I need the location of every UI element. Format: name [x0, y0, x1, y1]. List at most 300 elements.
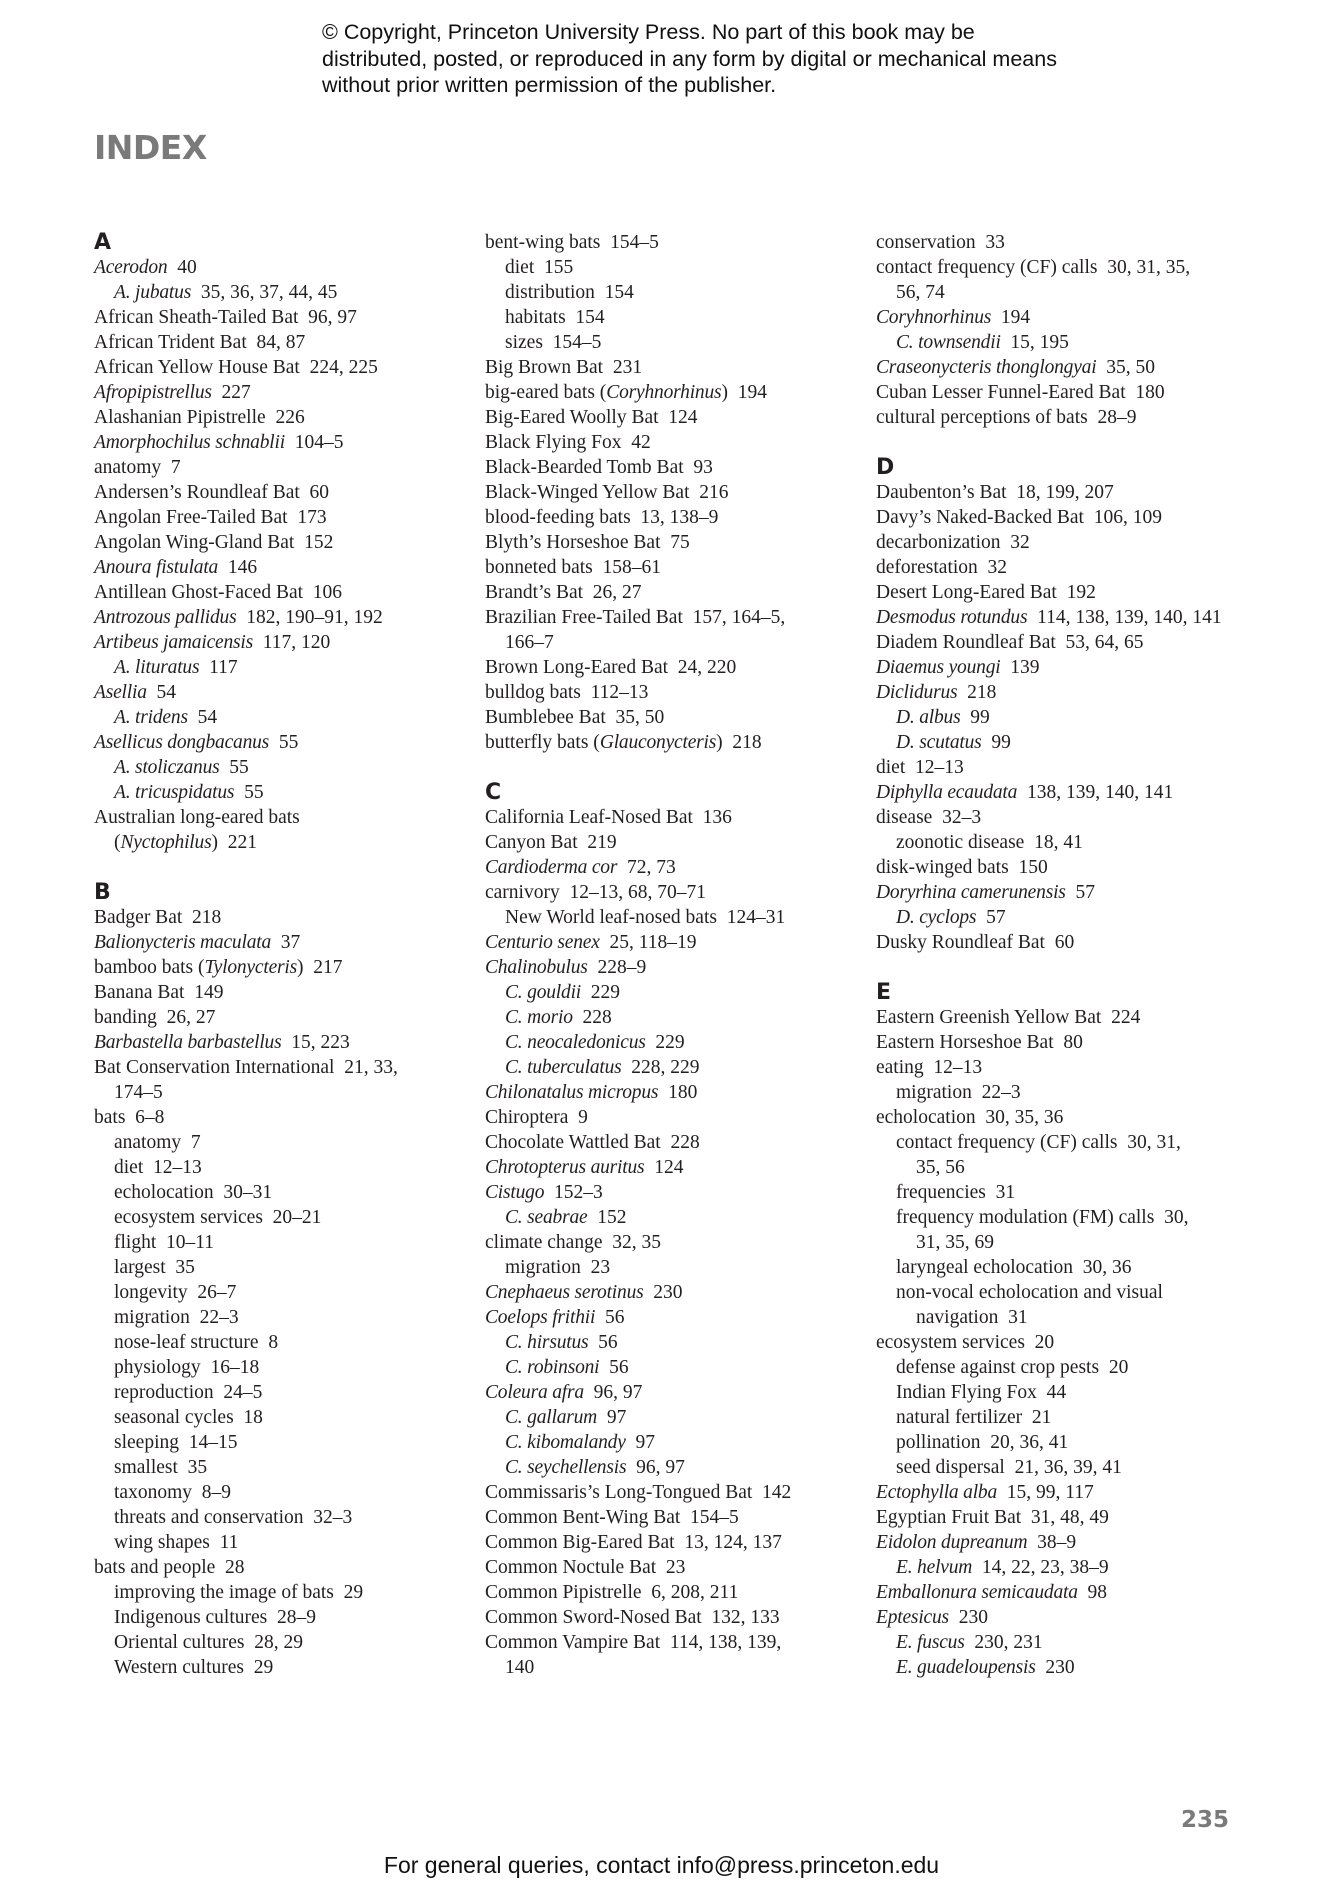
entry-term: 140 [505, 1657, 535, 1678]
entry-scientific-name: A. jubatus [114, 282, 192, 303]
entry-term: improving the image of bats [114, 1582, 334, 1603]
entry-pages: 14–15 [188, 1432, 238, 1453]
index-subentry [876, 905, 1231, 930]
entry-scientific-name: Eidolon dupreanum [876, 1532, 1028, 1553]
index-entry [876, 380, 1231, 405]
entry-term: Black-Winged Yellow Bat [485, 482, 690, 503]
entry-term: sizes [505, 332, 543, 353]
entry-term: Oriental cultures [114, 1632, 245, 1653]
entry-scientific-name: Tylonycteris [204, 957, 298, 978]
index-entry [876, 1505, 1231, 1530]
entry-term: African Sheath-Tailed Bat [94, 307, 299, 328]
entry-term: African Trident Bat [94, 332, 247, 353]
entry-term: Banana Bat [94, 982, 185, 1003]
index-subentry [876, 1155, 1231, 1180]
entry-pages: 8–9 [201, 1482, 231, 1503]
entry-term: echolocation [876, 1107, 976, 1128]
entry-pages: 96, 97 [636, 1457, 685, 1478]
section-letter: B [94, 880, 111, 905]
entry-term: sleeping [114, 1432, 179, 1453]
entry-pages: 31, 48, 49 [1030, 1507, 1109, 1528]
entry-scientific-name: A. tricuspidatus [114, 782, 235, 803]
entry-scientific-name: Anoura fistulata [94, 557, 219, 578]
entry-term: 56, 74 [896, 282, 945, 303]
entry-scientific-name: Eptesicus [876, 1607, 949, 1628]
section-letter: C [485, 780, 502, 805]
entry-scientific-name: Acerodon [94, 257, 168, 278]
entry-term: Chiroptera [485, 1107, 569, 1128]
entry-term: seasonal cycles [114, 1407, 234, 1428]
entry-pages: 60 [1054, 932, 1075, 953]
entry-pages: 216 [699, 482, 729, 503]
entry-term: Commissaris’s Long-Tongued Bat [485, 1482, 753, 1503]
entry-term: Big-Eared Woolly Bat [485, 407, 659, 428]
entry-pages: 42 [631, 432, 651, 453]
entry-scientific-name: A. tridens [114, 707, 188, 728]
index-entry [485, 480, 840, 505]
index-subentry [485, 1655, 840, 1680]
index-entry [876, 755, 1231, 780]
index-entry [94, 1030, 449, 1055]
index-entry [876, 1055, 1231, 1080]
entry-term: Chocolate Wattled Bat [485, 1132, 661, 1153]
entry-pages: 221 [227, 832, 257, 853]
entry-scientific-name: C. gallarum [505, 1407, 598, 1428]
entry-pages: 224, 225 [309, 357, 378, 378]
entry-term: diet [505, 257, 535, 278]
entry-pages: 136 [702, 807, 732, 828]
entry-term: Common Big-Eared Bat [485, 1532, 675, 1553]
index-entry [485, 855, 840, 880]
entry-pages: 114, 138, 139, [669, 1632, 782, 1653]
entry-term: decarbonization [876, 532, 1001, 553]
index-entry [94, 1105, 449, 1130]
entry-term: Common Vampire Bat [485, 1632, 661, 1653]
index-entry [485, 805, 840, 830]
entry-term: ecosystem services [876, 1332, 1025, 1353]
copyright-notice: © Copyright, Princeton University Press. No part of this book may be distributed, posted, or reproduced in any form by digital or mechanical means without prior written permission of the publisher. [322, 20, 1057, 97]
entry-pages: 18, 41 [1034, 832, 1083, 853]
entry-pages: 117 [209, 657, 238, 678]
index-entry [876, 805, 1231, 830]
entry-term: diet [114, 1157, 144, 1178]
entry-scientific-name: E. fuscus [896, 1632, 965, 1653]
index-subentry [94, 1480, 449, 1505]
entry-term: defense against crop pests [896, 1357, 1100, 1378]
entry-scientific-name: C. seabrae [505, 1207, 588, 1228]
entry-pages: 96, 97 [593, 1382, 643, 1403]
entry-pages: 16–18 [210, 1357, 260, 1378]
index-entry [876, 355, 1231, 380]
entry-term: Desert Long-Eared Bat [876, 582, 1057, 603]
entry-pages: 53, 64, 65 [1065, 632, 1144, 653]
entry-pages: 28 [225, 1557, 245, 1578]
entry-term: Bumblebee Bat [485, 707, 606, 728]
entry-scientific-name: Chilonatalus micropus [485, 1082, 659, 1103]
entry-term: Western cultures [114, 1657, 245, 1678]
index-entry [94, 630, 449, 655]
index-subentry [485, 1205, 840, 1230]
entry-scientific-name: A. stoliczanus [114, 757, 220, 778]
entry-pages: 154–5 [610, 232, 659, 253]
index-entry [94, 1555, 449, 1580]
entry-scientific-name: Doryrhina camerunensis [876, 882, 1066, 903]
entry-scientific-name: Desmodus rotundus [876, 607, 1028, 628]
entry-pages: 149 [194, 982, 224, 1003]
index-entry [485, 405, 840, 430]
entry-pages: 31 [1008, 1307, 1028, 1328]
index-entry [485, 730, 840, 755]
entry-pages: 9 [578, 1107, 588, 1128]
index-entry [485, 230, 840, 255]
index-subentry [94, 1455, 449, 1480]
entry-term: wing shapes [114, 1532, 210, 1553]
entry-scientific-name: C. townsendii [896, 332, 1001, 353]
entry-term: cultural perceptions of bats [876, 407, 1088, 428]
entry-pages: 12–13, 68, 70–71 [569, 882, 706, 903]
index-entry [485, 1580, 840, 1605]
entry-pages: 104–5 [294, 432, 344, 453]
index-entry [94, 505, 449, 530]
index-subentry [876, 330, 1231, 355]
index-entry [876, 1330, 1231, 1355]
entry-pages: 218 [732, 732, 762, 753]
index-entry [876, 405, 1231, 430]
entry-term: Common Noctule Bat [485, 1557, 657, 1578]
entry-term: longevity [114, 1282, 188, 1303]
entry-term: 35, 56 [916, 1157, 965, 1178]
index-entry [94, 455, 449, 480]
entry-scientific-name: E. helvum [896, 1557, 973, 1578]
index-entry [485, 1080, 840, 1105]
index-column-2 [485, 230, 840, 1680]
index-entry [94, 405, 449, 430]
entry-term: climate change [485, 1232, 603, 1253]
entry-pages: 29 [343, 1582, 364, 1603]
index-entry [876, 655, 1231, 680]
entry-pages: 55 [278, 732, 299, 753]
entry-pages: 15, 223 [291, 1032, 350, 1053]
entry-term: New World leaf-nosed bats [505, 907, 717, 928]
index-entry [485, 705, 840, 730]
entry-scientific-name: E. guadeloupensis [896, 1657, 1036, 1678]
entry-scientific-name: Centurio senex [485, 932, 600, 953]
entry-pages: 228 [582, 1007, 612, 1028]
entry-term: ( [114, 832, 121, 853]
entry-pages: 154 [604, 282, 634, 303]
index-subentry [876, 1080, 1231, 1105]
section-letter: D [876, 455, 895, 480]
index-entry [485, 680, 840, 705]
entry-term: Angolan Free-Tailed Bat [94, 507, 288, 528]
index-entry [94, 355, 449, 380]
entry-term-suffix: ) [297, 957, 304, 978]
entry-term: carnivory [485, 882, 560, 903]
entry-pages: 117, 120 [262, 632, 331, 653]
entry-pages: 32 [1010, 532, 1030, 553]
index-subentry [485, 1255, 840, 1280]
entry-scientific-name: C. hirsutus [505, 1332, 589, 1353]
index-subentry [876, 1255, 1231, 1280]
index-subentry [94, 1305, 449, 1330]
entry-pages: 192 [1066, 582, 1096, 603]
index-entry [94, 955, 449, 980]
entry-term: diet [876, 757, 906, 778]
index-subentry [94, 655, 449, 680]
entry-term: Black Flying Fox [485, 432, 622, 453]
entry-scientific-name: C. gouldii [505, 982, 582, 1003]
index-entry [876, 930, 1231, 955]
index-subentry [876, 1655, 1231, 1680]
index-entry [485, 930, 840, 955]
index-entry [876, 1605, 1231, 1630]
entry-term: navigation [916, 1307, 999, 1328]
index-subentry [876, 830, 1231, 855]
entry-pages: 226 [275, 407, 305, 428]
entry-term: migration [505, 1257, 581, 1278]
entry-term: nose-leaf structure [114, 1332, 259, 1353]
index-entry [485, 455, 840, 480]
entry-pages: 99 [991, 732, 1011, 753]
entry-pages: 32, 35 [612, 1232, 661, 1253]
entry-term: anatomy [114, 1132, 182, 1153]
entry-term: Cuban Lesser Funnel-Eared Bat [876, 382, 1126, 403]
entry-pages: 227 [221, 382, 251, 403]
entry-pages: 230 [1045, 1657, 1075, 1678]
entry-pages: 35, 50 [1106, 357, 1155, 378]
entry-pages: 33 [985, 232, 1005, 253]
entry-term: Andersen’s Roundleaf Bat [94, 482, 300, 503]
index-entry [94, 1055, 449, 1080]
entry-term: ecosystem services [114, 1207, 263, 1228]
index-subentry [94, 1505, 449, 1530]
index-subentry [876, 1380, 1231, 1405]
entry-pages: 14, 22, 23, 38–9 [981, 1557, 1109, 1578]
index-subentry [94, 1580, 449, 1605]
entry-scientific-name: Antrozous pallidus [94, 607, 237, 628]
index-entry [485, 380, 840, 405]
entry-term: flight [114, 1232, 157, 1253]
entry-pages: 13, 138–9 [640, 507, 719, 528]
index-entry [876, 480, 1231, 505]
entry-scientific-name: C. kibomalandy [505, 1432, 626, 1453]
entry-term-suffix: ) [721, 382, 728, 403]
entry-term: bulldog bats [485, 682, 581, 703]
entry-pages: 106 [312, 582, 343, 603]
entry-scientific-name: A. lituratus [114, 657, 200, 678]
index-entry [876, 1580, 1231, 1605]
entry-term: bamboo bats ( [94, 957, 205, 978]
entry-pages: 124–31 [726, 907, 786, 928]
index-entry [876, 1005, 1231, 1030]
index-entry [485, 1555, 840, 1580]
entry-term: reproduction [114, 1382, 214, 1403]
entry-term: Common Sword-Nosed Bat [485, 1607, 702, 1628]
entry-pages: 84, 87 [256, 332, 306, 353]
entry-term: smallest [114, 1457, 178, 1478]
entry-term: African Yellow House Bat [94, 357, 300, 378]
page-number: 235 [1180, 1807, 1229, 1833]
entry-scientific-name: Barbastella barbastellus [94, 1032, 282, 1053]
index-entry [876, 780, 1231, 805]
index-subentry [94, 1080, 449, 1105]
index-entry [876, 1030, 1231, 1055]
entry-pages: 12–13 [153, 1157, 202, 1178]
entry-pages: 56 [609, 1357, 629, 1378]
index-entry [94, 480, 449, 505]
entry-pages: 55 [229, 757, 249, 778]
index-subentry [876, 1555, 1231, 1580]
index-entry [485, 505, 840, 530]
index-subentry [876, 1305, 1231, 1330]
entry-pages: 20, 36, 41 [990, 1432, 1069, 1453]
entry-pages: 230 [653, 1282, 683, 1303]
index-subentry [876, 1455, 1231, 1480]
entry-term: Davy’s Naked-Backed Bat [876, 507, 1084, 528]
index-entry [94, 380, 449, 405]
entry-pages: 6, 208, 211 [651, 1582, 739, 1603]
index-entry [876, 1530, 1231, 1555]
index-subentry [94, 1130, 449, 1155]
entry-term: Black-Bearded Tomb Bat [485, 457, 684, 478]
entry-pages: 30, 31, 35, [1107, 257, 1191, 278]
index-entry [94, 730, 449, 755]
entry-pages: 57 [986, 907, 1006, 928]
index-entry [94, 605, 449, 630]
entry-scientific-name: C. neocaledonicus [505, 1032, 646, 1053]
entry-pages: 218 [967, 682, 997, 703]
index-entry [485, 1505, 840, 1530]
entry-term: blood-feeding bats [485, 507, 631, 528]
index-entry [485, 430, 840, 455]
entry-pages: 229 [590, 982, 621, 1003]
entry-pages: 54 [156, 682, 177, 703]
index-subentry [94, 780, 449, 805]
entry-pages: 15, 99, 117 [1006, 1482, 1094, 1503]
entry-term: eating [876, 1057, 924, 1078]
entry-term: Angolan Wing-Gland Bat [94, 532, 295, 553]
entry-pages: 29 [253, 1657, 274, 1678]
entry-term: 166–7 [505, 632, 554, 653]
entry-term: contact frequency (CF) calls [876, 257, 1098, 278]
entry-pages: 30–31 [223, 1182, 273, 1203]
entry-scientific-name: C. seychellensis [505, 1457, 627, 1478]
index-subentry [94, 830, 449, 855]
entry-scientific-name: C. morio [505, 1007, 573, 1028]
entry-scientific-name: Coelops frithii [485, 1307, 596, 1328]
index-entry [94, 1005, 449, 1030]
entry-term: taxonomy [114, 1482, 192, 1503]
entry-scientific-name: Chrotopterus auritus [485, 1157, 645, 1178]
entry-pages: 146 [227, 557, 258, 578]
index-subentry [94, 1605, 449, 1630]
index-entry [94, 330, 449, 355]
entry-term: bats [94, 1107, 126, 1128]
entry-pages: 150 [1018, 857, 1048, 878]
entry-scientific-name: C. tuberculatus [505, 1057, 622, 1078]
index-subentry [876, 280, 1231, 305]
index-entry [485, 1480, 840, 1505]
entry-pages: 57 [1075, 882, 1095, 903]
index-entry [94, 555, 449, 580]
index-entry [485, 830, 840, 855]
entry-pages: 219 [587, 832, 617, 853]
entry-scientific-name: Artibeus jamaicensis [94, 632, 254, 653]
entry-pages: 154 [575, 307, 605, 328]
index-entry [876, 230, 1231, 255]
entry-scientific-name: Emballonura semicaudata [876, 1582, 1078, 1603]
index-entry [94, 255, 449, 280]
entry-term: Brazilian Free-Tailed Bat [485, 607, 683, 628]
entry-pages: 97 [606, 1407, 627, 1428]
entry-pages: 54 [197, 707, 218, 728]
entry-pages: 28–9 [1097, 407, 1137, 428]
index-subentry [876, 1180, 1231, 1205]
entry-pages: 194 [737, 382, 767, 403]
entry-pages: 38–9 [1037, 1532, 1077, 1553]
index-subentry [485, 905, 840, 930]
entry-pages: 28–9 [277, 1607, 317, 1628]
entry-scientific-name: Craseonycteris thonglongyai [876, 357, 1097, 378]
index-entry [485, 1180, 840, 1205]
index-entry [485, 1305, 840, 1330]
index-entry [876, 555, 1231, 580]
entry-pages: 80 [1063, 1032, 1083, 1053]
entry-term: disease [876, 807, 933, 828]
entry-term: Badger Bat [94, 907, 183, 928]
index-subentry [94, 755, 449, 780]
entry-pages: 228, 229 [631, 1057, 700, 1078]
entry-term: Canyon Bat [485, 832, 578, 853]
entry-pages: 97 [635, 1432, 655, 1453]
entry-term: Egyptian Fruit Bat [876, 1507, 1022, 1528]
index-subentry [94, 1355, 449, 1380]
index-entry [876, 630, 1231, 655]
entry-term: largest [114, 1257, 166, 1278]
entry-pages: 18 [243, 1407, 263, 1428]
index-subentry [94, 1655, 449, 1680]
index-subentry [485, 1455, 840, 1480]
entry-pages: 139 [1010, 657, 1040, 678]
entry-pages: 18, 199, 207 [1016, 482, 1114, 503]
entry-term: Indigenous cultures [114, 1607, 268, 1628]
entry-pages: 6–8 [135, 1107, 165, 1128]
entry-term: banding [94, 1007, 157, 1028]
index-subentry [94, 1530, 449, 1555]
entry-pages: 35, 36, 37, 44, 45 [200, 282, 338, 303]
entry-term: butterfly bats ( [485, 732, 600, 753]
entry-term: physiology [114, 1357, 201, 1378]
index-subentry [94, 705, 449, 730]
entry-scientific-name: Asellia [94, 682, 147, 703]
entry-pages: 25, 118–19 [609, 932, 697, 953]
entry-term: frequencies [896, 1182, 986, 1203]
entry-scientific-name: Coryhnorhinus [876, 307, 992, 328]
index-entry [876, 580, 1231, 605]
index-subentry [485, 305, 840, 330]
entry-term: migration [114, 1307, 190, 1328]
index-subentry [876, 1230, 1231, 1255]
entry-term: seed dispersal [896, 1457, 1005, 1478]
index-subentry [876, 730, 1231, 755]
entry-term: Indian Flying Fox [896, 1382, 1037, 1403]
entry-term: Brown Long-Eared Bat [485, 657, 669, 678]
entry-term: non-vocal echolocation and visual [896, 1282, 1163, 1303]
footer-contact: For general queries, contact info@press.princeton.edu [383, 1852, 940, 1878]
index-entry [485, 555, 840, 580]
entry-term: conservation [876, 232, 976, 253]
entry-pages: 21 [1031, 1407, 1052, 1428]
